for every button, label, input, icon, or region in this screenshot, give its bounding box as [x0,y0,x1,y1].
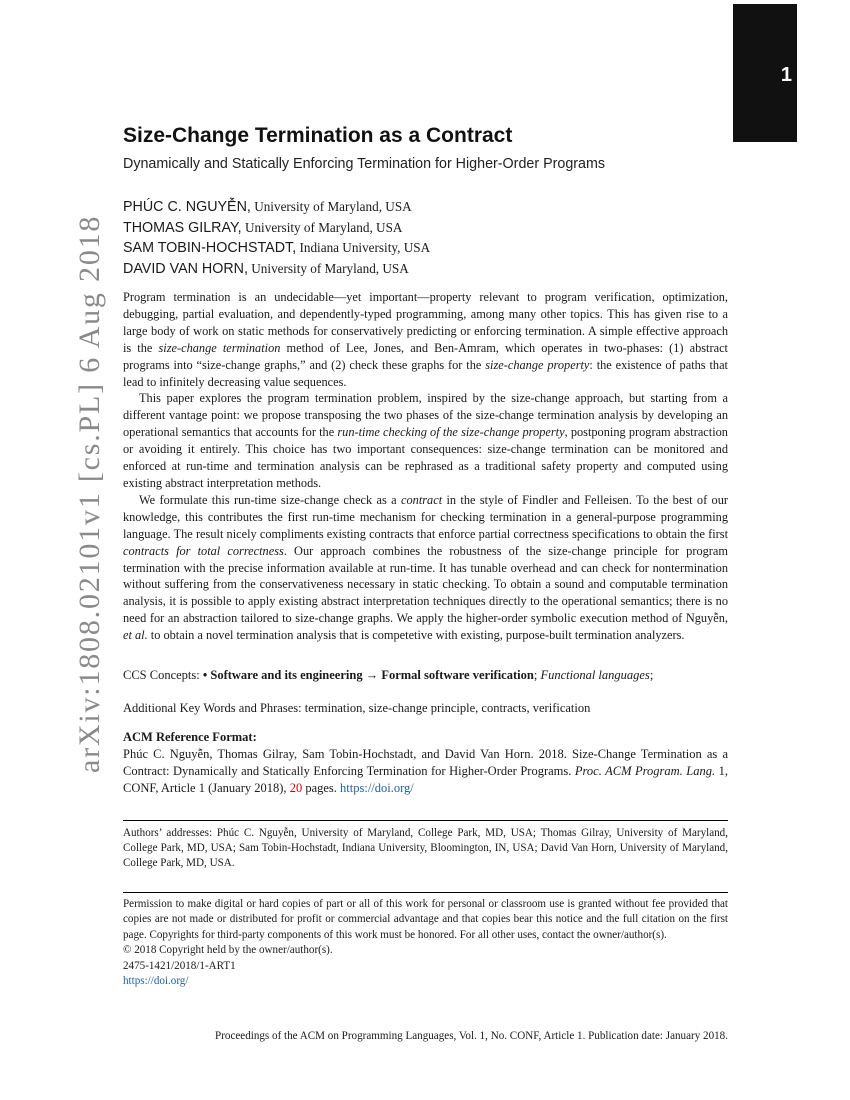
author-affiliation: University of Maryland, USA [247,260,409,276]
abstract-text: method of Lee, Jones, and Ben-Amram, which operates in two-phases: (1) abstract programs into “size-change graphs,” and (2) check these graphs for the [123,340,728,372]
author-affiliation: University of Maryland, USA [250,199,412,214]
abstract-text: to obtain a novel termination analysis that is competetive with existing, purpose-built termination analyzers. [147,628,685,643]
abstract-emphasis: size-change property [485,357,590,372]
abstract-text: We formulate this run-time size-change check as a [139,492,401,507]
issn-line: 2475-1421/2018/1-ART1 [123,959,236,972]
reference-text: 1, CONF, Article 1 (January 2018), [123,764,728,795]
abstract-text: : the existence of paths that lead to infinitely decreasing value sequences. [123,357,728,389]
reference-text: Phúc C. Nguyễn, Thomas Gilray, Sam Tobin-Hochstadt, and David Van Horn. 2018. Size-Change Termination as a Contract: Dynamically and Statically Enforcing Termination for Higher-Order Programs. [123,747,728,778]
ccs-end: ; [649,668,654,682]
abstract-emphasis: et al. [123,628,148,643]
ccs-separator: ; [533,668,541,682]
author-name: SAM TOBIN-HOCHSTADT, [123,240,297,256]
paper-title: Size-Change Termination as a Contract [123,124,513,147]
abstract-text: in the style of Findler and Felleisen. To the best of our knowledge, this contributes the first run-time mechanism for checking termination in a general-purpose programming language. The result nicely compliments existing contracts that enforce partial correctness specifications to obtain the first [123,492,728,541]
page-footer: Proceedings of the ACM on Programming Languages, Vol. 1, No. CONF, Article 1. Publication date: January 2018. [215,1030,728,1042]
ccs-concepts [123,667,728,684]
reference-format [123,746,728,797]
page-number-tab [733,4,797,142]
author-entry [123,239,683,260]
abstract-text: Program termination is an undecidable—yet important—property relevant to program verification, optimization, debugging, partial evaluation, and dependently-typed programming, among many other topics. This has given rise to a large body of work on static methods for conservatively predicting or enforcing termination. A simple effective approach is the [123,290,728,355]
abstract-paragraph-1 [123,289,728,390]
doi-link[interactable]: https://doi.org/ [123,975,189,988]
permission-text: Permission to make digital or hard copies of part or all of this work for personal or classroom use is granted without fee provided that copies are not made or distributed for profit or commercial advantage and that copies bear this notice and the full citation on the first page. Copyrights for third-party components of this work must be honored. For all other uses, contact the owner/author(s). [123,898,728,941]
reference-journal: Proc. ACM Program. Lang. [574,764,716,778]
abstract-paragraph-2 [123,390,728,491]
permission-notice [123,897,728,989]
author-list [123,198,683,280]
author-entry [123,260,683,281]
author-affiliation: Indiana University, USA [296,240,431,255]
author-addresses: Authors’ addresses: Phúc C. Nguyễn, University of Maryland, College Park, MD, USA; Thomas Gilray, University of Maryland, College Park, MD, USA; Sam Tobin-Hochstadt, Indiana University, Bloomington, IN, USA; David Van Horn, University of Maryland, College Park, MD, USA. [123,827,728,870]
abstract-emphasis: contract [401,492,443,507]
keywords: Additional Key Words and Phrases: termination, size-change principle, contracts, verification [123,701,591,715]
abstract-emphasis: run-time checking of the size-change property [337,425,565,440]
abstract-emphasis: size-change termination [158,340,281,355]
paper-subtitle: Dynamically and Statically Enforcing Termination for Higher-Order Programs [123,156,606,172]
ccs-primary-concept: • Software and its engineering → Formal software verification [202,668,534,682]
reference-format-heading: ACM Reference Format: [123,730,257,744]
author-name: THOMAS GILRAY, [123,219,242,236]
footnote-divider [123,820,728,821]
author-entry [123,219,683,240]
arxiv-stamp: arXiv:1808.02101v1 [cs.PL] 6 Aug 2018 [73,214,106,773]
abstract-text: . Our approach combines the robustness of the size-change principle for program termination with the precise information available at run-time. It has tunable overhead and can check for nontermination without suffering from the conservativeness necessary in static checking. To obtain a sound and computable termination analysis, it is possible to apply existing abstract interpretation techniques directly to the operational semantics; there is no need for an abstraction tailored to size-change graphs. We apply the higher-order symbolic execution method of Nguyễn, [123,543,728,626]
page-count-link[interactable]: 20 [289,781,303,795]
abstract-emphasis: contracts for total correctness [123,543,284,558]
author-affiliation: University of Maryland, USA [241,219,403,235]
permission-divider [123,892,728,893]
abstract-paragraph-3 [123,492,728,644]
reference-text: pages. [302,781,341,795]
abstract-text: This paper explores the program termination problem, inspired by the size-change approach, but starting from a different vantage point: we propose transposing the two phases of the size-change termination analysis by developing an operational semantics that accounts for the [123,391,728,440]
author-name: DAVID VAN HORN, [123,260,248,277]
author-entry [123,198,683,219]
abstract [123,289,728,644]
ccs-secondary-concept: Functional languages [540,668,650,682]
author-name: PHÚC C. NGUYỄN, [123,199,251,215]
doi-link[interactable]: https://doi.org/ [340,781,414,795]
abstract-text: , postponing program abstraction or avoiding it entirely. This choice has two important consequences: size-change termination can be monitored and enforced at run-time and termination analysis can be rephrased as a traditional safety property and computed using existing abstract interpretation methods. [123,425,728,490]
page-number: 1 [780,64,792,86]
ccs-label: CCS Concepts: [123,668,203,682]
copyright-line: © 2018 Copyright held by the owner/author(s). [123,944,333,957]
